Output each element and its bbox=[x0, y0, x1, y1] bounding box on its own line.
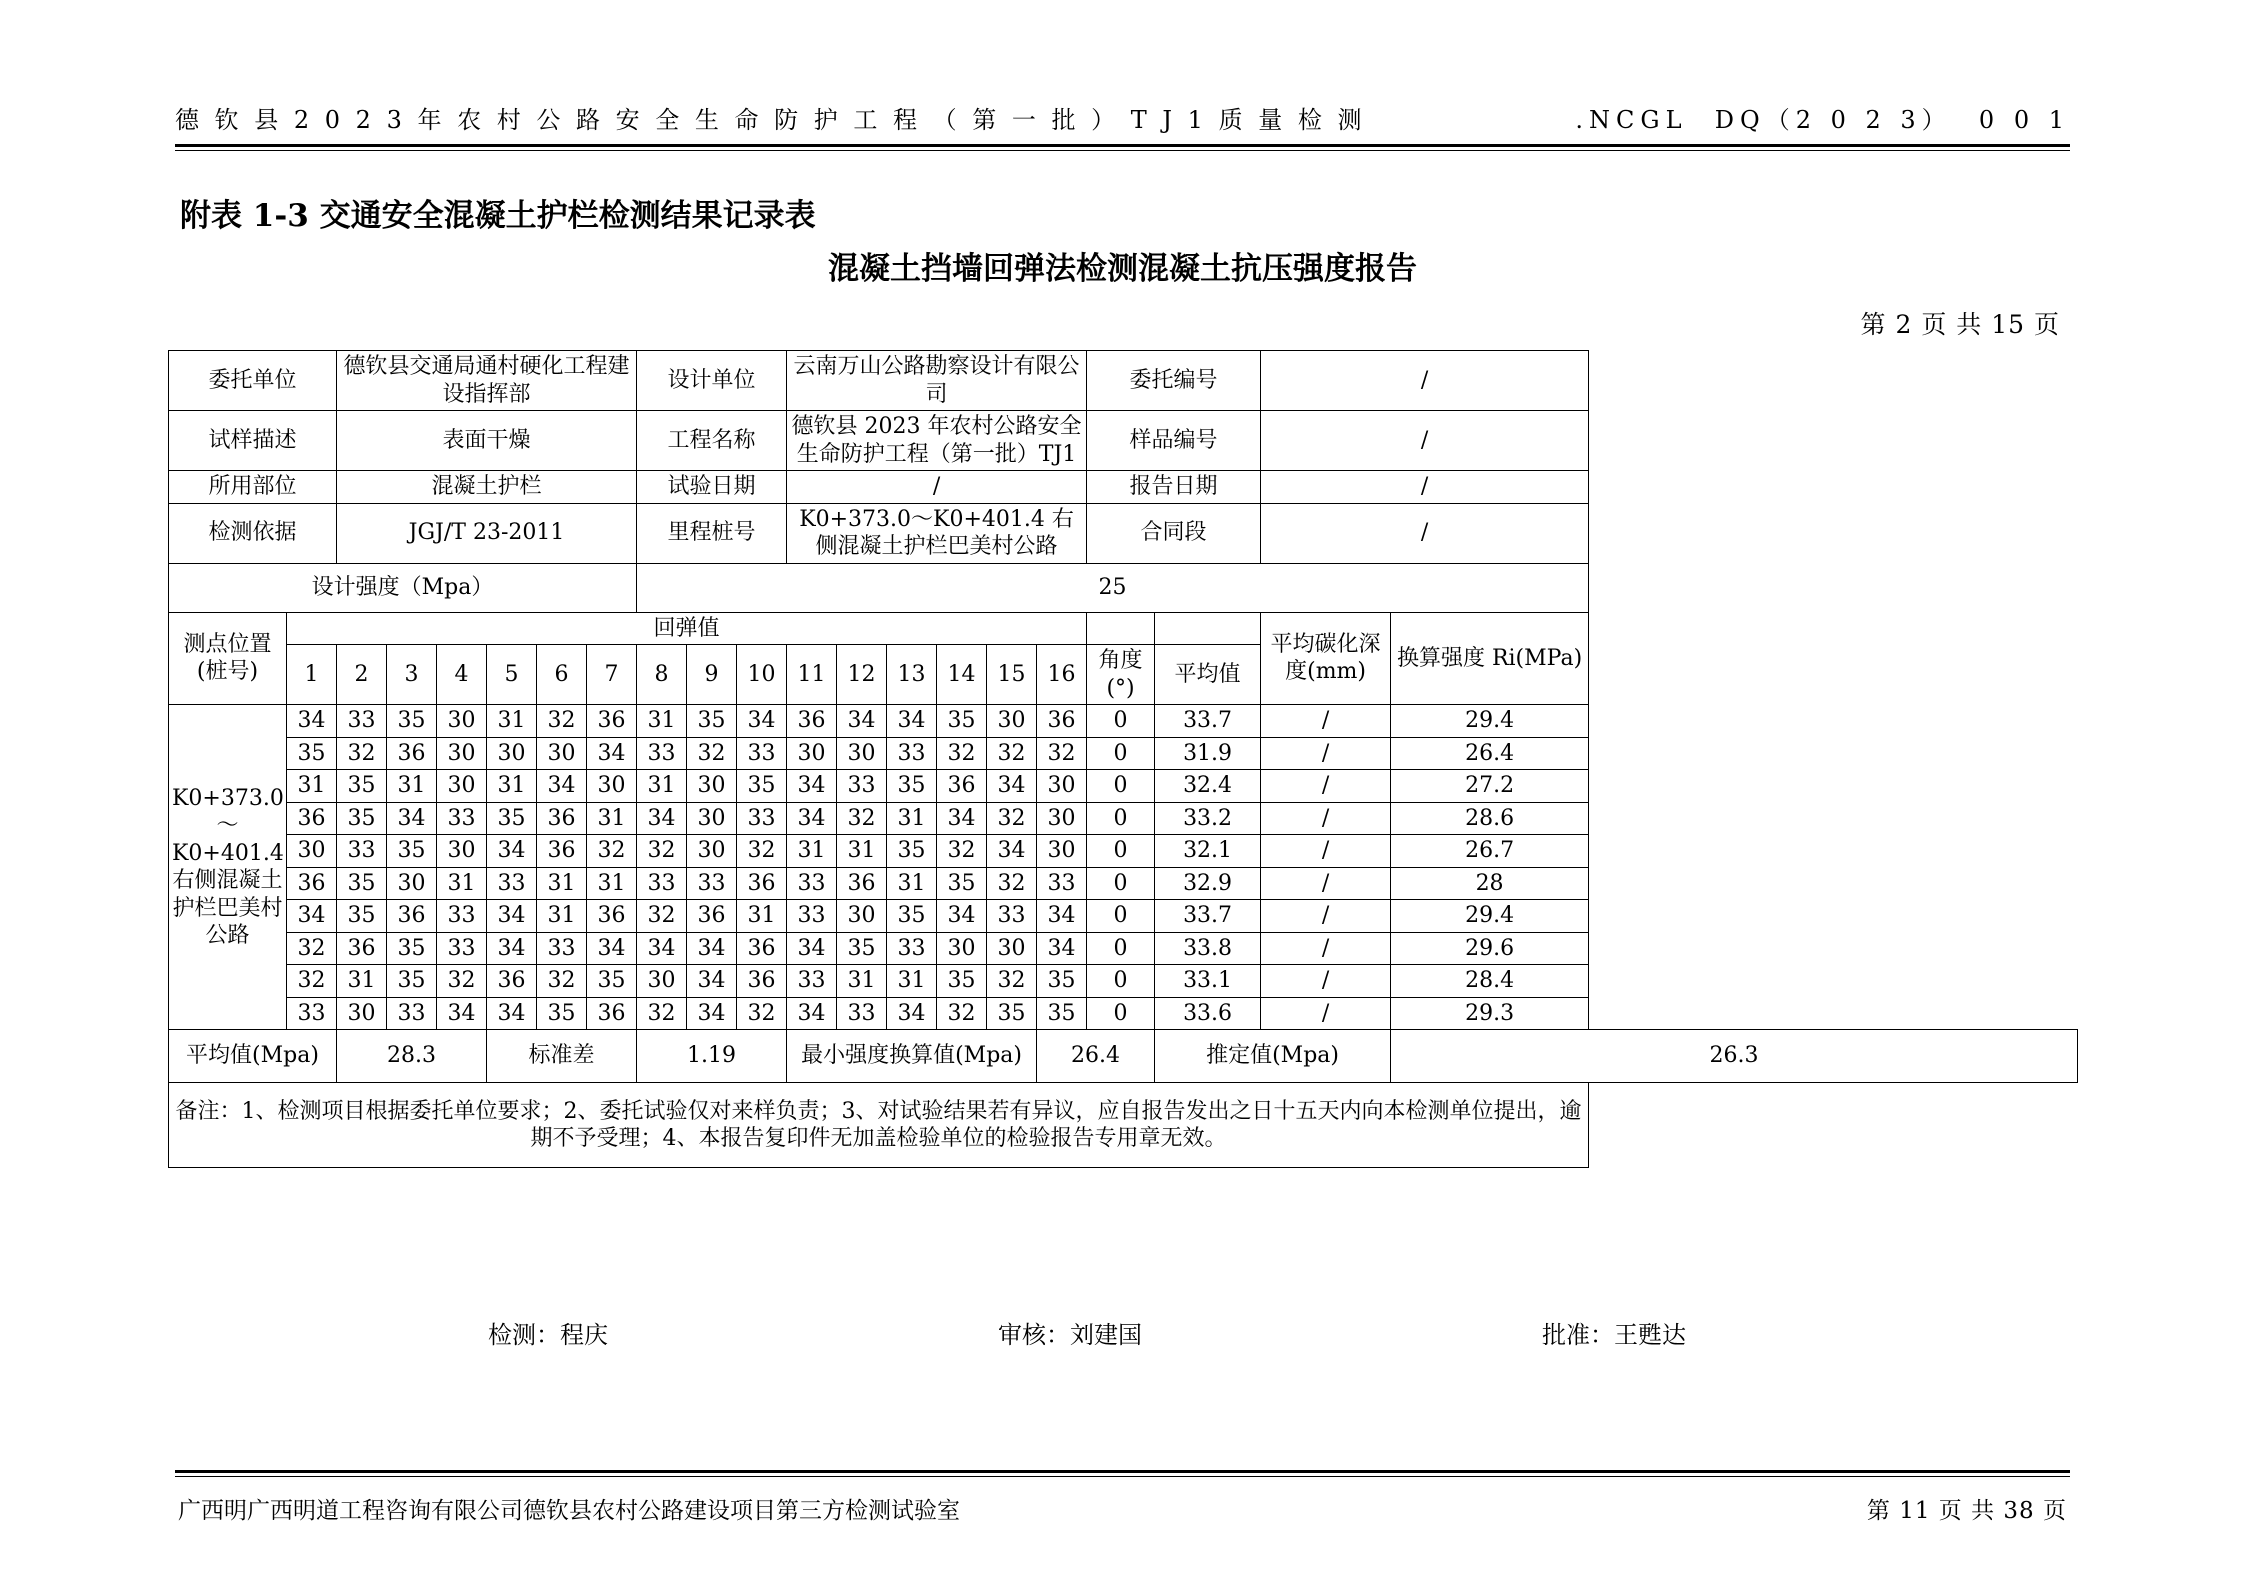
cell-rebound: 36 bbox=[587, 900, 637, 933]
running-header bbox=[175, 100, 2070, 135]
rebound-col-6: 6 bbox=[537, 645, 587, 705]
cell-rebound: 35 bbox=[287, 737, 337, 770]
cell-mean: 32.4 bbox=[1155, 770, 1261, 803]
cell-rebound: 30 bbox=[837, 900, 887, 933]
cell-rebound: 33 bbox=[487, 867, 537, 900]
notes-row bbox=[169, 1083, 2078, 1168]
info-value-report-date: / bbox=[1261, 471, 1589, 504]
info-row bbox=[169, 411, 2078, 471]
cell-rebound: 31 bbox=[887, 867, 937, 900]
rebound-col-4: 4 bbox=[437, 645, 487, 705]
cell-rebound: 36 bbox=[587, 705, 637, 738]
cell-rebound: 35 bbox=[987, 997, 1037, 1030]
table-header-group-row bbox=[169, 612, 2078, 645]
cell-rebound: 35 bbox=[937, 705, 987, 738]
table-row bbox=[169, 737, 2078, 770]
cell-converted: 29.4 bbox=[1391, 705, 1589, 738]
cell-rebound: 30 bbox=[487, 737, 537, 770]
cell-rebound: 30 bbox=[987, 932, 1037, 965]
cell-rebound: 32 bbox=[937, 997, 987, 1030]
cell-rebound: 35 bbox=[337, 867, 387, 900]
cell-mean: 33.6 bbox=[1155, 997, 1261, 1030]
summary-value-stddev: 1.19 bbox=[637, 1030, 787, 1083]
cell-carbonation: / bbox=[1261, 965, 1391, 998]
cell-angle: 0 bbox=[1087, 770, 1155, 803]
cell-rebound: 34 bbox=[287, 705, 337, 738]
cell-rebound: 35 bbox=[887, 835, 937, 868]
cell-rebound: 35 bbox=[537, 997, 587, 1030]
cell-rebound: 34 bbox=[687, 932, 737, 965]
cell-rebound: 32 bbox=[537, 705, 587, 738]
cell-rebound: 31 bbox=[637, 770, 687, 803]
column-header-converted-strength: 换算强度 Ri(MPa) bbox=[1391, 612, 1589, 705]
cell-rebound: 33 bbox=[787, 867, 837, 900]
cell-rebound: 36 bbox=[487, 965, 537, 998]
cell-rebound: 35 bbox=[387, 835, 437, 868]
cell-rebound: 32 bbox=[437, 965, 487, 998]
cell-converted: 29.4 bbox=[1391, 900, 1589, 933]
cell-rebound: 32 bbox=[537, 965, 587, 998]
cell-rebound: 32 bbox=[737, 997, 787, 1030]
table-row bbox=[169, 705, 2078, 738]
report-title: 混凝土挡墙回弹法检测混凝土抗压强度报告 bbox=[828, 251, 1417, 287]
cell-rebound: 30 bbox=[437, 737, 487, 770]
cell-rebound: 34 bbox=[637, 802, 687, 835]
column-header-carbonation-depth: 平均碳化深度(mm) bbox=[1261, 612, 1391, 705]
cell-converted: 27.2 bbox=[1391, 770, 1589, 803]
header-left-text: 德 钦 县 2 0 2 3 年 农 村 公 路 安 全 生 命 防 护 工 程 （ 第 一 批 ） T J 1 质 量 检 测 bbox=[175, 106, 1366, 134]
cell-rebound: 30 bbox=[587, 770, 637, 803]
footer-left-text: 广西明广西明道工程咨询有限公司德钦县农村公路建设项目第三方检测试验室 bbox=[178, 1498, 960, 1524]
cell-rebound: 30 bbox=[687, 835, 737, 868]
cell-rebound: 36 bbox=[537, 835, 587, 868]
info-row bbox=[169, 503, 2078, 563]
table-row bbox=[169, 802, 2078, 835]
cell-rebound: 33 bbox=[787, 965, 837, 998]
info-value-client: 德钦县交通局通村硬化工程建设指挥部 bbox=[337, 351, 637, 411]
summary-label-estimated: 推定值(Mpa) bbox=[1155, 1030, 1391, 1083]
cell-rebound: 34 bbox=[287, 900, 337, 933]
cell-rebound: 35 bbox=[487, 802, 537, 835]
cell-rebound: 33 bbox=[437, 900, 487, 933]
cell-rebound: 34 bbox=[987, 835, 1037, 868]
cell-rebound: 31 bbox=[737, 900, 787, 933]
cell-rebound: 33 bbox=[437, 932, 487, 965]
rebound-col-14: 14 bbox=[937, 645, 987, 705]
rebound-col-3: 3 bbox=[387, 645, 437, 705]
cell-converted: 26.4 bbox=[1391, 737, 1589, 770]
cell-rebound: 31 bbox=[837, 835, 887, 868]
info-label-stake-no: 里程桩号 bbox=[637, 503, 787, 563]
info-value-location-part: 混凝土护栏 bbox=[337, 471, 637, 504]
cell-rebound: 33 bbox=[537, 932, 587, 965]
cell-rebound: 30 bbox=[687, 770, 737, 803]
cell-mean: 33.8 bbox=[1155, 932, 1261, 965]
form-title: 附表 1-3 交通安全混凝土护栏检测结果记录表 bbox=[180, 198, 816, 234]
cell-rebound: 32 bbox=[1037, 737, 1087, 770]
cell-rebound: 32 bbox=[637, 835, 687, 868]
cell-carbonation: / bbox=[1261, 997, 1391, 1030]
table-header-numbers-row bbox=[169, 645, 2078, 705]
cell-rebound: 35 bbox=[737, 770, 787, 803]
cell-rebound: 32 bbox=[687, 737, 737, 770]
footer-divider bbox=[175, 1470, 2070, 1477]
cell-mean: 33.7 bbox=[1155, 705, 1261, 738]
cell-rebound: 34 bbox=[487, 932, 537, 965]
cell-rebound: 36 bbox=[787, 705, 837, 738]
cell-rebound: 36 bbox=[587, 997, 637, 1030]
cell-rebound: 34 bbox=[787, 770, 837, 803]
running-footer bbox=[178, 1492, 2067, 1525]
cell-rebound: 34 bbox=[937, 900, 987, 933]
info-label-standard: 检测依据 bbox=[169, 503, 337, 563]
cell-carbonation: / bbox=[1261, 835, 1391, 868]
cell-rebound: 30 bbox=[437, 770, 487, 803]
cell-converted: 28.4 bbox=[1391, 965, 1589, 998]
cell-rebound: 35 bbox=[337, 770, 387, 803]
summary-value-mean: 28.3 bbox=[337, 1030, 487, 1083]
cell-rebound: 32 bbox=[337, 737, 387, 770]
info-value-sample-no: / bbox=[1261, 411, 1589, 471]
info-label-test-date: 试验日期 bbox=[637, 471, 787, 504]
cell-rebound: 33 bbox=[387, 997, 437, 1030]
design-strength-row bbox=[169, 563, 2078, 612]
cell-rebound: 31 bbox=[887, 802, 937, 835]
cell-rebound: 35 bbox=[837, 932, 887, 965]
cell-rebound: 32 bbox=[987, 867, 1037, 900]
cell-mean: 33.2 bbox=[1155, 802, 1261, 835]
cell-rebound: 36 bbox=[687, 900, 737, 933]
cell-rebound: 34 bbox=[587, 737, 637, 770]
cell-rebound: 30 bbox=[387, 867, 437, 900]
table-row bbox=[169, 965, 2078, 998]
cell-converted: 29.6 bbox=[1391, 932, 1589, 965]
cell-rebound: 35 bbox=[1037, 997, 1087, 1030]
info-label-report-date: 报告日期 bbox=[1087, 471, 1261, 504]
cell-rebound: 34 bbox=[837, 705, 887, 738]
cell-rebound: 35 bbox=[887, 770, 937, 803]
summary-label-min-converted: 最小强度换算值(Mpa) bbox=[787, 1030, 1037, 1083]
rebound-col-16: 16 bbox=[1037, 645, 1087, 705]
cell-rebound: 33 bbox=[287, 997, 337, 1030]
cell-rebound: 34 bbox=[887, 705, 937, 738]
info-value-commission-no: / bbox=[1261, 351, 1589, 411]
cell-rebound: 35 bbox=[337, 802, 387, 835]
cell-rebound: 36 bbox=[287, 867, 337, 900]
info-label-designer: 设计单位 bbox=[637, 351, 787, 411]
cell-rebound: 32 bbox=[987, 802, 1037, 835]
column-header-mean: 平均值 bbox=[1155, 645, 1261, 705]
cell-rebound: 36 bbox=[387, 900, 437, 933]
cell-rebound: 31 bbox=[587, 867, 637, 900]
cell-rebound: 31 bbox=[387, 770, 437, 803]
cell-rebound: 32 bbox=[637, 997, 687, 1030]
location-value: K0+373.0～K0+401.4 右侧混凝土护栏巴美村公路 bbox=[169, 705, 287, 1030]
notes-text: 备注：1、检测项目根据委托单位要求；2、委托试验仅对来样负责；3、对试验结果若有异议，应自报告发出之日十五天内向本检测单位提出，逾期不予受理；4、本报告复印件无加盖检验单位的检验报告专用章无效。 bbox=[169, 1083, 1589, 1168]
rebound-col-2: 2 bbox=[337, 645, 387, 705]
cell-angle: 0 bbox=[1087, 705, 1155, 738]
signature-tester: 检测：程庆 bbox=[488, 1321, 608, 1349]
cell-rebound: 34 bbox=[937, 802, 987, 835]
cell-rebound: 35 bbox=[337, 900, 387, 933]
cell-rebound: 35 bbox=[387, 932, 437, 965]
cell-rebound: 30 bbox=[637, 965, 687, 998]
cell-rebound: 32 bbox=[287, 965, 337, 998]
cell-rebound: 33 bbox=[887, 737, 937, 770]
cell-rebound: 35 bbox=[887, 900, 937, 933]
info-value-test-date: / bbox=[787, 471, 1087, 504]
cell-rebound: 32 bbox=[587, 835, 637, 868]
cell-rebound: 34 bbox=[1037, 932, 1087, 965]
rebound-col-13: 13 bbox=[887, 645, 937, 705]
cell-rebound: 31 bbox=[337, 965, 387, 998]
summary-value-min-converted: 26.4 bbox=[1037, 1030, 1155, 1083]
cell-rebound: 34 bbox=[737, 705, 787, 738]
cell-carbonation: / bbox=[1261, 900, 1391, 933]
summary-row bbox=[169, 1030, 2078, 1083]
cell-rebound: 31 bbox=[587, 802, 637, 835]
column-header-mean-spacer bbox=[1155, 612, 1261, 645]
cell-angle: 0 bbox=[1087, 965, 1155, 998]
cell-rebound: 35 bbox=[937, 965, 987, 998]
rebound-col-10: 10 bbox=[737, 645, 787, 705]
cell-rebound: 30 bbox=[1037, 770, 1087, 803]
table-row bbox=[169, 900, 2078, 933]
info-label-project-name: 工程名称 bbox=[637, 411, 787, 471]
cell-rebound: 31 bbox=[537, 867, 587, 900]
info-label-location-part: 所用部位 bbox=[169, 471, 337, 504]
cell-rebound: 30 bbox=[1037, 835, 1087, 868]
cell-rebound: 31 bbox=[487, 770, 537, 803]
header-divider bbox=[175, 144, 2070, 151]
info-label-contract-section: 合同段 bbox=[1087, 503, 1261, 563]
cell-rebound: 31 bbox=[537, 900, 587, 933]
signature-approver: 批准：王甦达 bbox=[1542, 1321, 1686, 1349]
footer-page-number: 第 11 页 共 38 页 bbox=[1866, 1498, 2067, 1524]
signature-row bbox=[168, 1315, 2078, 1350]
cell-mean: 33.7 bbox=[1155, 900, 1261, 933]
cell-rebound: 34 bbox=[1037, 900, 1087, 933]
cell-mean: 32.1 bbox=[1155, 835, 1261, 868]
cell-rebound: 31 bbox=[837, 965, 887, 998]
cell-rebound: 31 bbox=[787, 835, 837, 868]
cell-angle: 0 bbox=[1087, 737, 1155, 770]
cell-rebound: 30 bbox=[987, 705, 1037, 738]
cell-converted: 29.3 bbox=[1391, 997, 1589, 1030]
cell-rebound: 34 bbox=[987, 770, 1037, 803]
cell-rebound: 34 bbox=[687, 965, 737, 998]
table-row bbox=[169, 835, 2078, 868]
cell-carbonation: / bbox=[1261, 737, 1391, 770]
cell-rebound: 30 bbox=[787, 737, 837, 770]
cell-rebound: 36 bbox=[737, 867, 787, 900]
cell-rebound: 33 bbox=[637, 867, 687, 900]
cell-rebound: 33 bbox=[1037, 867, 1087, 900]
cell-rebound: 31 bbox=[887, 965, 937, 998]
page-indicator: 第 2 页 共 15 页 bbox=[1860, 310, 2060, 339]
info-row bbox=[169, 471, 2078, 504]
cell-rebound: 31 bbox=[637, 705, 687, 738]
cell-rebound: 36 bbox=[837, 867, 887, 900]
cell-rebound: 34 bbox=[437, 997, 487, 1030]
cell-rebound: 32 bbox=[737, 835, 787, 868]
cell-rebound: 34 bbox=[487, 997, 537, 1030]
cell-rebound: 35 bbox=[387, 705, 437, 738]
rebound-col-5: 5 bbox=[487, 645, 537, 705]
cell-rebound: 31 bbox=[487, 705, 537, 738]
cell-angle: 0 bbox=[1087, 867, 1155, 900]
cell-rebound: 33 bbox=[887, 932, 937, 965]
cell-rebound: 33 bbox=[337, 835, 387, 868]
rebound-col-12: 12 bbox=[837, 645, 887, 705]
cell-rebound: 32 bbox=[287, 932, 337, 965]
info-value-project-name: 德钦县 2023 年农村公路安全生命防护工程（第一批）TJ1 bbox=[787, 411, 1087, 471]
column-header-angle: 角度(°) bbox=[1087, 645, 1155, 705]
cell-rebound: 36 bbox=[1037, 705, 1087, 738]
rebound-col-15: 15 bbox=[987, 645, 1037, 705]
cell-rebound: 31 bbox=[437, 867, 487, 900]
cell-rebound: 32 bbox=[937, 835, 987, 868]
table-row bbox=[169, 997, 2078, 1030]
info-row bbox=[169, 351, 2078, 411]
info-label-sample-no: 样品编号 bbox=[1087, 411, 1261, 471]
cell-rebound: 33 bbox=[987, 900, 1037, 933]
cell-rebound: 34 bbox=[787, 802, 837, 835]
cell-rebound: 35 bbox=[587, 965, 637, 998]
cell-rebound: 33 bbox=[737, 737, 787, 770]
cell-rebound: 35 bbox=[387, 965, 437, 998]
cell-carbonation: / bbox=[1261, 867, 1391, 900]
design-strength-label: 设计强度（Mpa） bbox=[169, 563, 637, 612]
cell-carbonation: / bbox=[1261, 802, 1391, 835]
rebound-col-9: 9 bbox=[687, 645, 737, 705]
column-group-rebound: 回弹值 bbox=[287, 612, 1087, 645]
cell-rebound: 33 bbox=[337, 705, 387, 738]
cell-converted: 26.7 bbox=[1391, 835, 1589, 868]
cell-angle: 0 bbox=[1087, 932, 1155, 965]
cell-rebound: 34 bbox=[787, 932, 837, 965]
info-value-stake-no: K0+373.0～K0+401.4 右侧混凝土护栏巴美村公路 bbox=[787, 503, 1087, 563]
summary-label-mean: 平均值(Mpa) bbox=[169, 1030, 337, 1083]
rebound-col-1: 1 bbox=[287, 645, 337, 705]
rebound-col-7: 7 bbox=[587, 645, 637, 705]
cell-mean: 33.1 bbox=[1155, 965, 1261, 998]
cell-rebound: 33 bbox=[787, 900, 837, 933]
table-row bbox=[169, 867, 2078, 900]
cell-rebound: 30 bbox=[837, 737, 887, 770]
cell-rebound: 36 bbox=[337, 932, 387, 965]
column-header-location: 测点位置(桩号) bbox=[169, 612, 287, 705]
cell-rebound: 35 bbox=[1037, 965, 1087, 998]
cell-rebound: 36 bbox=[737, 965, 787, 998]
info-value-designer: 云南万山公路勘察设计有限公司 bbox=[787, 351, 1087, 411]
summary-value-estimated: 26.3 bbox=[1391, 1030, 2078, 1083]
cell-rebound: 36 bbox=[387, 737, 437, 770]
cell-carbonation: / bbox=[1261, 705, 1391, 738]
cell-rebound: 30 bbox=[537, 737, 587, 770]
cell-rebound: 30 bbox=[937, 932, 987, 965]
cell-rebound: 33 bbox=[637, 737, 687, 770]
cell-rebound: 30 bbox=[687, 802, 737, 835]
rebound-col-8: 8 bbox=[637, 645, 687, 705]
cell-rebound: 34 bbox=[587, 932, 637, 965]
cell-rebound: 30 bbox=[337, 997, 387, 1030]
cell-rebound: 32 bbox=[837, 802, 887, 835]
cell-rebound: 34 bbox=[787, 997, 837, 1030]
column-header-angle-spacer bbox=[1087, 612, 1155, 645]
table-row bbox=[169, 932, 2078, 965]
cell-rebound: 36 bbox=[287, 802, 337, 835]
cell-rebound: 34 bbox=[537, 770, 587, 803]
cell-rebound: 35 bbox=[687, 705, 737, 738]
info-label-sample-desc: 试样描述 bbox=[169, 411, 337, 471]
cell-converted: 28.6 bbox=[1391, 802, 1589, 835]
rebound-col-11: 11 bbox=[787, 645, 837, 705]
cell-rebound: 31 bbox=[287, 770, 337, 803]
cell-angle: 0 bbox=[1087, 835, 1155, 868]
test-result-table bbox=[168, 350, 2078, 1168]
cell-rebound: 36 bbox=[737, 932, 787, 965]
cell-converted: 28 bbox=[1391, 867, 1589, 900]
info-label-client: 委托单位 bbox=[169, 351, 337, 411]
cell-rebound: 32 bbox=[987, 737, 1037, 770]
cell-angle: 0 bbox=[1087, 997, 1155, 1030]
cell-mean: 32.9 bbox=[1155, 867, 1261, 900]
cell-rebound: 30 bbox=[437, 835, 487, 868]
cell-rebound: 34 bbox=[487, 900, 537, 933]
table-row bbox=[169, 770, 2078, 803]
cell-rebound: 35 bbox=[937, 867, 987, 900]
cell-rebound: 34 bbox=[487, 835, 537, 868]
header-right-code: .NCGL DQ（2 0 2 3） 0 0 1 bbox=[1575, 106, 2070, 134]
info-value-contract-section: / bbox=[1261, 503, 1589, 563]
cell-rebound: 33 bbox=[737, 802, 787, 835]
cell-rebound: 33 bbox=[837, 770, 887, 803]
cell-rebound: 32 bbox=[937, 737, 987, 770]
summary-label-stddev: 标准差 bbox=[487, 1030, 637, 1083]
cell-angle: 0 bbox=[1087, 802, 1155, 835]
cell-angle: 0 bbox=[1087, 900, 1155, 933]
cell-carbonation: / bbox=[1261, 770, 1391, 803]
info-value-sample-desc: 表面干燥 bbox=[337, 411, 637, 471]
cell-rebound: 30 bbox=[1037, 802, 1087, 835]
cell-mean: 31.9 bbox=[1155, 737, 1261, 770]
cell-rebound: 34 bbox=[687, 997, 737, 1030]
cell-rebound: 30 bbox=[287, 835, 337, 868]
cell-rebound: 36 bbox=[937, 770, 987, 803]
cell-rebound: 32 bbox=[637, 900, 687, 933]
cell-rebound: 34 bbox=[387, 802, 437, 835]
cell-rebound: 34 bbox=[887, 997, 937, 1030]
cell-rebound: 33 bbox=[837, 997, 887, 1030]
design-strength-value: 25 bbox=[637, 563, 1589, 612]
cell-rebound: 33 bbox=[437, 802, 487, 835]
cell-rebound: 34 bbox=[637, 932, 687, 965]
cell-rebound: 36 bbox=[537, 802, 587, 835]
info-value-standard: JGJ/T 23-2011 bbox=[337, 503, 637, 563]
info-label-commission-no: 委托编号 bbox=[1087, 351, 1261, 411]
cell-rebound: 30 bbox=[437, 705, 487, 738]
cell-carbonation: / bbox=[1261, 932, 1391, 965]
signature-reviewer: 审核：刘建国 bbox=[998, 1321, 1142, 1349]
cell-rebound: 32 bbox=[987, 965, 1037, 998]
cell-rebound: 33 bbox=[687, 867, 737, 900]
